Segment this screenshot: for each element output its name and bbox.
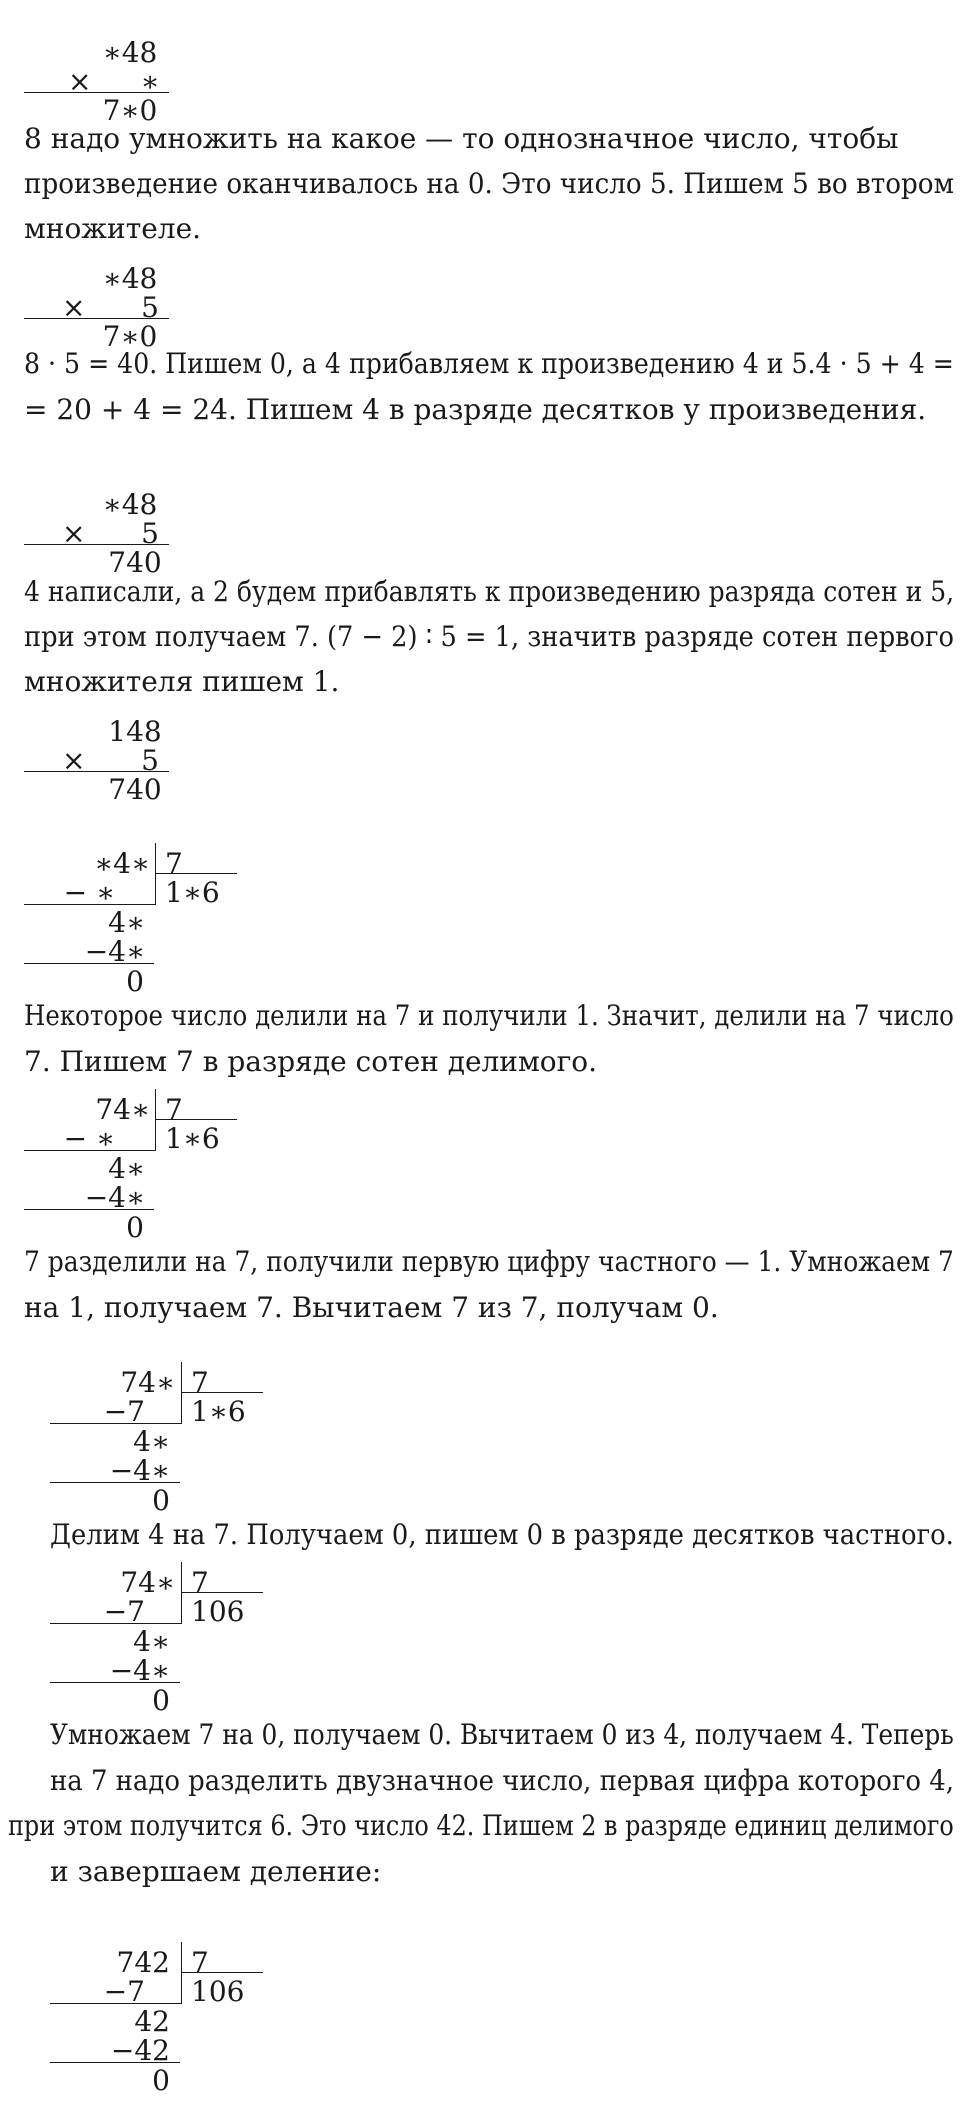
div3-line-1 [50, 1423, 181, 1424]
div2-dividend: 74∗ [95, 1093, 150, 1126]
div5-divisor: 7 [191, 1946, 209, 1979]
p3-line-3: множителя пишем 1. [24, 665, 340, 698]
div2-quotient: 1∗6 [165, 1122, 220, 1155]
mult-top-1: ∗48 [102, 36, 158, 69]
mult-op-3: × [62, 517, 86, 550]
div1-remainder-2: 0 [126, 965, 144, 998]
div5-subtrahend-1: −7 [103, 1975, 145, 2008]
div5-remainder-2: 0 [152, 2064, 170, 2097]
mult-multiplier-4: 5 [141, 744, 159, 777]
div4-remainder-1: 4∗ [133, 1625, 170, 1658]
div3-quotient: 1∗6 [191, 1395, 246, 1428]
div4-remainder-2: 0 [152, 1684, 170, 1717]
mult-op-4: × [62, 744, 86, 777]
mult-result-3: 740 [108, 546, 162, 579]
mult-multiplier-2: 5 [141, 291, 159, 324]
div4-line-1 [50, 1623, 181, 1624]
div3-subtrahend-2: −4∗ [109, 1454, 170, 1487]
mult-line-1 [24, 92, 169, 93]
div3-remainder-1: 4∗ [133, 1425, 170, 1458]
div4-vertical-bar [181, 1562, 182, 1624]
div5-vertical-bar [181, 1942, 182, 2004]
mult-line-3 [24, 544, 169, 545]
p3-line-2: при этом получаем 7. (7 − 2) ∶ 5 = 1, значитв разряде сотен первого [24, 620, 954, 653]
p5-line-2: на 1, получаем 7. Вычитаем 7 из 7, получам 0. [24, 1291, 719, 1324]
div5-divisor-line [181, 1972, 263, 1973]
div2-divisor-line [155, 1119, 237, 1120]
mult-top-2: ∗48 [102, 262, 158, 295]
div1-line-1 [24, 904, 155, 905]
p7-line-3: при этом получится 6. Это число 42. Пишем 2 в разряде единиц делимого [8, 1809, 954, 1842]
div3-line-2 [50, 1482, 180, 1483]
div5-quotient: 106 [191, 1975, 245, 2008]
div1-remainder-1: 4∗ [108, 906, 145, 939]
p2-line-1: 8 · 5 = 40. Пишем 0, а 4 прибавляем к произведению 4 и 5.4 · 5 + 4 = [24, 347, 954, 380]
div4-quotient: 106 [191, 1595, 245, 1628]
mult-top-4: 148 [108, 715, 162, 748]
mult-line-4 [24, 771, 169, 772]
div1-vertical-bar [155, 843, 156, 905]
p7-line-1: Умножаем 7 на 0, получаем 0. Вычитаем 0 из 4, получаем 4. Теперь [50, 1718, 954, 1751]
p4-line-1: Некоторое число делили на 7 и получили 1. Значит, делили на 7 число [24, 999, 954, 1032]
div4-divisor-line [181, 1592, 263, 1593]
mult-multiplier-3: 5 [141, 517, 159, 550]
div4-dividend: 74∗ [120, 1566, 175, 1599]
div5-line-1 [50, 2003, 181, 2004]
p7-line-2: на 7 надо разделить двузначное число, первая цифра которого 4, [50, 1764, 954, 1797]
div3-remainder-2: 0 [152, 1484, 170, 1517]
div3-dividend: 74∗ [120, 1366, 175, 1399]
div1-divisor-line [155, 873, 237, 874]
div2-remainder-1: 4∗ [108, 1152, 145, 1185]
div2-divisor: 7 [165, 1093, 183, 1126]
div1-divisor: 7 [165, 847, 183, 880]
div4-line-2 [50, 1682, 180, 1683]
div4-subtrahend-1: −7 [103, 1595, 145, 1628]
mult-result-4: 740 [108, 773, 162, 806]
div3-subtrahend-1: −7 [103, 1395, 145, 1428]
div3-vertical-bar [181, 1362, 182, 1424]
p6-line-1: Делим 4 на 7. Получаем 0, пишем 0 в разряде десятков частного. [50, 1518, 954, 1551]
div3-divisor: 7 [191, 1366, 209, 1399]
div2-subtrahend-2: −4∗ [84, 1181, 145, 1214]
div4-divisor: 7 [191, 1566, 209, 1599]
mult-top-3: ∗48 [102, 488, 158, 521]
p4-line-2: 7. Пишем 7 в разряде сотен делимого. [24, 1045, 598, 1078]
div2-remainder-2: 0 [126, 1211, 144, 1244]
p2-line-2: = 20 + 4 = 24. Пишем 4 в разряде десятков у произведения. [24, 393, 927, 426]
div3-divisor-line [181, 1392, 263, 1393]
div5-subtrahend-2: −42 [110, 2034, 170, 2067]
mult-op-1: × [68, 65, 92, 98]
div2-line-2 [24, 1209, 154, 1210]
mult-result-2: 7∗0 [102, 320, 158, 353]
p1-line-1: 8 надо умножить на какое — то однозначное число, чтобы [24, 122, 899, 155]
div1-line-2 [24, 963, 154, 964]
p1-line-2: произведение оканчивалось на 0. Это число 5. Пишем 5 во втором [24, 167, 954, 200]
div5-dividend: 742 [116, 1946, 170, 1979]
div2-line-1 [24, 1150, 155, 1151]
mult-line-2 [24, 318, 169, 319]
div1-quotient: 1∗6 [165, 876, 220, 909]
p1-line-3: множителе. [24, 212, 202, 245]
mult-op-2: × [62, 291, 86, 324]
p3-line-1: 4 написали, а 2 будем прибавлять к произведению разряда сотен и 5, [24, 575, 955, 608]
div4-subtrahend-2: −4∗ [109, 1654, 170, 1687]
div2-subtrahend-1: − ∗ [63, 1122, 115, 1155]
div1-subtrahend-1: − ∗ [63, 876, 115, 909]
p5-line-1: 7 разделили на 7, получили первую цифру частного — 1. Умножаем 7 [24, 1245, 954, 1278]
div5-line-2 [50, 2062, 180, 2063]
mult-multiplier-1: ∗ [140, 65, 160, 98]
mult-result-1: 7∗0 [102, 94, 158, 127]
div5-remainder-1: 42 [134, 2005, 170, 2038]
p7-line-4: и завершаем деление: [50, 1855, 382, 1888]
div1-dividend: ∗4∗ [94, 847, 150, 880]
div2-vertical-bar [155, 1089, 156, 1151]
div1-subtrahend-2: −4∗ [84, 935, 145, 968]
